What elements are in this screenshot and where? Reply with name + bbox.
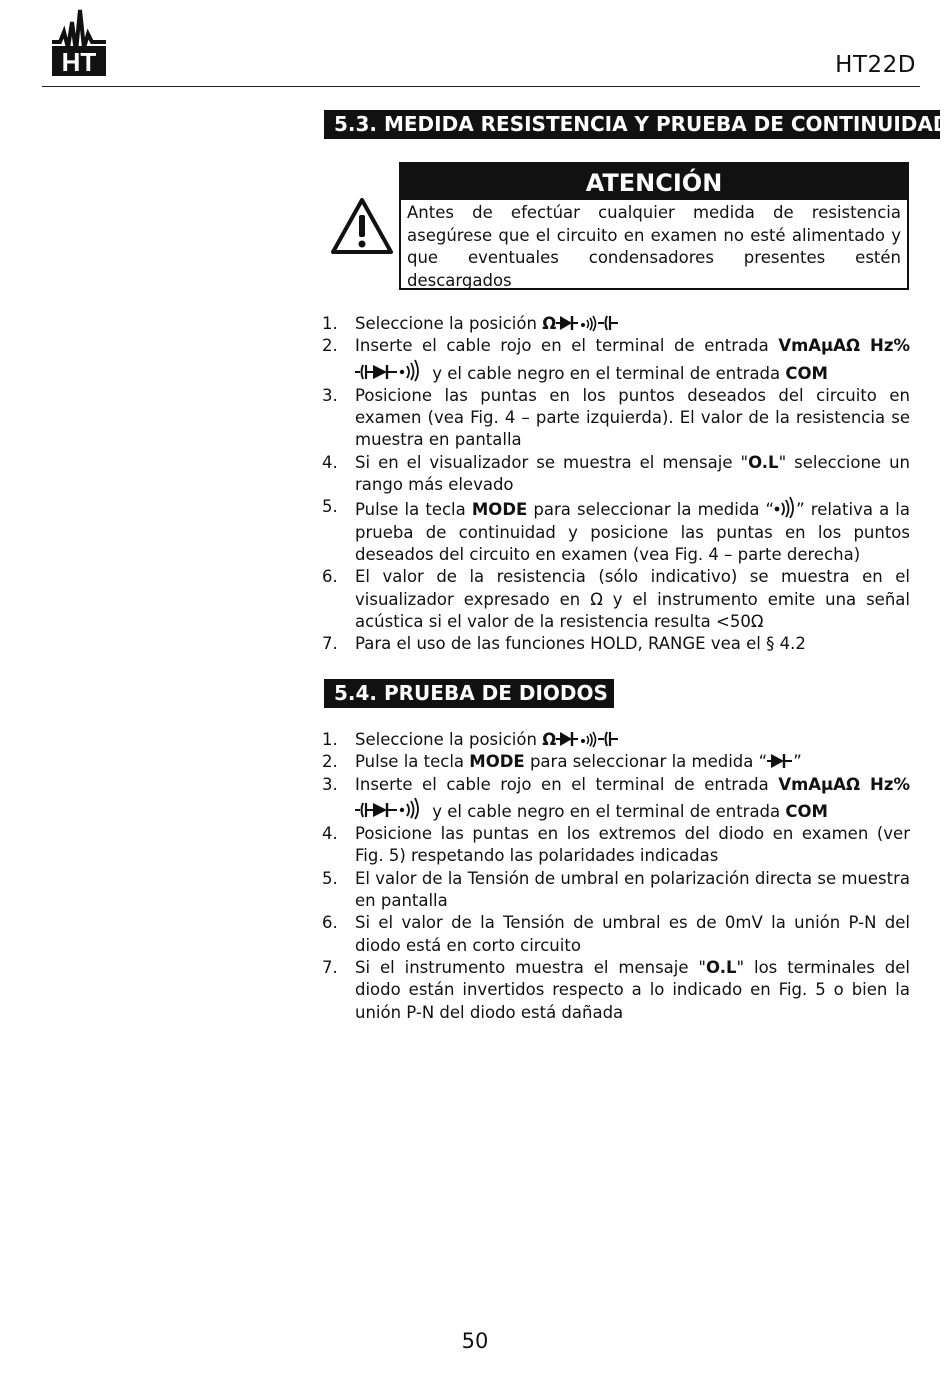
capacitor-icon bbox=[598, 316, 618, 330]
section-heading-5-3: 5.3. MEDIDA RESISTENCIA Y PRUEBA DE CONTINUIDAD bbox=[324, 110, 940, 139]
attention-box bbox=[399, 162, 909, 290]
diode-icon bbox=[767, 752, 793, 771]
continuity-beeper-icon bbox=[400, 798, 418, 819]
attention-text: Antes de efectúar cualquier medida de resistencia asegúrese que el circuito en examen no esté alimentado y que eventuales condensadores presentes estén descargados bbox=[407, 203, 901, 290]
continuity-beeper-icon bbox=[400, 360, 418, 381]
attention-title: ATENCIÓN bbox=[401, 164, 907, 200]
resistance-steps-list bbox=[322, 313, 910, 655]
ht-logo-icon bbox=[50, 8, 108, 78]
list-item: 4. Posicione las puntas en los extremos del diodo en examen (ver Fig. 5) respetando las polaridades indicadas bbox=[322, 824, 910, 866]
page-number: 50 bbox=[461, 1329, 489, 1353]
list-item: 2. Inserte el cable rojo en el terminal de entrada VmAμAΩ Hz% y el cable negro en el terminal de entrada COM bbox=[322, 336, 910, 383]
capacitor-icon bbox=[355, 365, 373, 379]
diode-icon bbox=[373, 365, 397, 379]
capacitor-icon bbox=[598, 732, 618, 746]
terminal-symbols bbox=[355, 802, 427, 821]
diode-icon bbox=[373, 803, 397, 817]
list-item: 6. El valor de la resistencia (sólo indicativo) se muestra en el visualizador expresado en Ω y el instrumento emite una señal acústica si el valor de la resistencia resulta <50Ω bbox=[322, 567, 910, 631]
warning-triangle-icon bbox=[330, 197, 394, 255]
list-item: 7. Para el uso de las funciones HOLD, RANGE vea el § 4.2 bbox=[322, 634, 806, 654]
logo-text: HT bbox=[61, 47, 97, 77]
continuity-beeper-icon bbox=[581, 732, 596, 747]
list-item: 3. Posicione las puntas en los puntos deseados del circuito en examen (vea Fig. 4 – parte izquierda). El valor de la resistencia se muestra en pantalla bbox=[322, 385, 910, 450]
terminal-symbols bbox=[355, 364, 427, 383]
model-name: HT22D bbox=[835, 52, 916, 78]
list-item: 2. Pulse la tecla MODE para seleccionar la medida “ ” bbox=[322, 752, 802, 772]
continuity-beeper-icon bbox=[774, 500, 796, 519]
list-item: 1. Seleccione la posición Ω bbox=[322, 313, 910, 335]
diode-icon bbox=[556, 316, 578, 330]
list-item: 3. Inserte el cable rojo en el terminal de entrada VmAμAΩ Hz% y el cable negro en el terminal de entrada COM bbox=[322, 774, 910, 821]
function-selector-symbol: Ω bbox=[542, 314, 622, 333]
diode-steps-list bbox=[322, 729, 910, 1024]
list-item: 5. Pulse la tecla MODE para seleccionar la medida “ ” relativa a la prueba de continuidad y posicione las puntas en los puntos deseados del circuito en examen (vea Fig. 4 – parte derecha) bbox=[322, 497, 910, 564]
list-item: 6. Si el valor de la Tensión de umbral es de 0mV la unión P-N del diodo está en corto circuito bbox=[322, 913, 910, 955]
section-heading-5-4: 5.4. PRUEBA DE DIODOS bbox=[324, 679, 614, 708]
header-divider bbox=[42, 86, 920, 87]
continuity-beeper-icon bbox=[581, 316, 596, 331]
list-item: 4. Si en el visualizador se muestra el mensaje "O.L" seleccione un rango más elevado bbox=[322, 452, 910, 495]
list-item: 5. El valor de la Tensión de umbral en polarización directa se muestra en pantalla bbox=[322, 868, 910, 911]
list-item: 7. Si el instrumento muestra el mensaje "O.L" los terminales del diodo están invertidos respecto a lo indicado en Fig. 5 o bien la unión P-N del diodo está dañada bbox=[322, 957, 911, 1022]
diode-icon bbox=[556, 732, 578, 746]
list-item: 1. Seleccione la posición Ω bbox=[322, 729, 910, 751]
function-selector-symbol: Ω bbox=[542, 730, 622, 749]
capacitor-icon bbox=[355, 803, 373, 817]
